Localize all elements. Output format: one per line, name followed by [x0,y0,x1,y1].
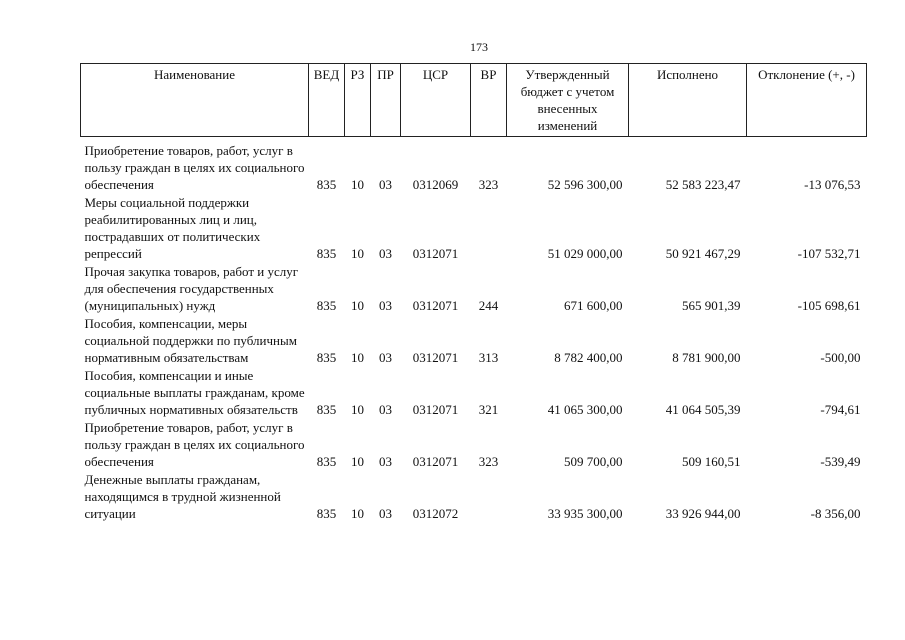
row-deviation: -105 698,61 [797,298,861,313]
row-vr: 244 [478,298,499,313]
row-ved: 835 [316,506,337,521]
table-body [81,137,867,524]
row-approved: 8 782 400,00 [554,350,623,365]
row-rz: 10 [351,298,364,313]
row-ved: 835 [316,298,337,313]
column-header-approved: Утвержденный бюджет с учетом внесенных изменений [507,64,629,137]
column-header-deviation: Отклонение (+, -) [747,64,867,137]
row-deviation: -13 076,53 [804,177,861,192]
row-name: Денежные выплаты гражданам, находящимся в трудной жизненной ситуации [84,472,281,521]
row-name: Пособия, компенсации и иные социальные выплаты гражданам, кроме публичных нормативных обязательств [84,368,305,417]
table-row [81,137,867,195]
column-header-executed: Исполнено [629,64,747,137]
row-deviation: -794,61 [820,402,861,417]
row-csr: 0312072 [412,506,459,521]
row-approved: 52 596 300,00 [547,177,623,192]
row-name: Приобретение товаров, работ, услуг в пользу граждан в целях их социального обеспечения [84,143,305,192]
row-deviation: -8 356,00 [810,506,861,521]
column-header-vr: ВР [471,64,507,137]
row-pr: 03 [379,246,392,261]
row-name: Пособия, компенсации, меры социальной поддержки по публичным нормативным обязательствам [84,316,297,365]
row-executed: 50 921 467,29 [665,246,741,261]
row-ved: 835 [316,246,337,261]
header-row [81,64,867,137]
row-rz: 10 [351,454,364,469]
row-executed: 8 781 900,00 [672,350,741,365]
row-pr: 03 [379,454,392,469]
column-header-csr: ЦСР [401,64,471,137]
page-number: 173 [470,40,488,54]
table-header [81,64,867,137]
row-csr: 0312071 [412,246,459,261]
row-rz: 10 [351,350,364,365]
row-vr: 321 [478,402,499,417]
row-name: Приобретение товаров, работ, услуг в пользу граждан в целях их социального обеспечения [84,420,305,469]
row-pr: 03 [379,350,392,365]
row-approved: 51 029 000,00 [547,246,623,261]
row-rz: 10 [351,506,364,521]
row-executed: 509 160,51 [682,454,741,469]
row-approved: 671 600,00 [564,298,623,313]
row-csr: 0312071 [412,454,459,469]
row-vr [471,194,507,263]
row-executed: 52 583 223,47 [665,177,741,192]
row-vr: 313 [478,350,499,365]
row-rz: 10 [351,246,364,261]
row-ved: 835 [316,402,337,417]
row-csr: 0312071 [412,350,459,365]
column-header-rz: РЗ [345,64,371,137]
table-row [81,263,867,315]
column-header-name: Наименование [81,64,309,137]
row-ved: 835 [316,454,337,469]
row-csr: 0312069 [412,177,459,192]
row-vr: 323 [478,177,499,192]
row-ved: 835 [316,177,337,192]
row-approved: 509 700,00 [564,454,623,469]
row-deviation: -107 532,71 [797,246,861,261]
row-executed: 41 064 505,39 [665,402,741,417]
row-pr: 03 [379,298,392,313]
row-csr: 0312071 [412,402,459,417]
row-ved: 835 [316,350,337,365]
row-csr: 0312071 [412,298,459,313]
column-header-pr: ПР [371,64,401,137]
row-pr: 03 [379,402,392,417]
row-vr: 323 [478,454,499,469]
table-row [81,194,867,263]
row-rz: 10 [351,402,364,417]
row-approved: 41 065 300,00 [547,402,623,417]
table-row [81,419,867,471]
row-deviation: -539,49 [820,454,861,469]
row-name: Меры социальной поддержки реабилитированных лиц и лиц, пострадавших от политических репрессий [84,195,261,261]
row-vr [471,471,507,523]
column-header-ved: ВЕД [309,64,345,137]
row-rz: 10 [351,177,364,192]
row-approved: 33 935 300,00 [547,506,623,521]
row-executed: 33 926 944,00 [665,506,741,521]
row-pr: 03 [379,506,392,521]
row-pr: 03 [379,177,392,192]
table-row [81,367,867,419]
row-name: Прочая закупка товаров, работ и услуг для обеспечения государственных (муниципальных) нужд [84,264,299,313]
table-row [81,471,867,523]
row-deviation: -500,00 [820,350,861,365]
budget-table [80,63,867,523]
row-executed: 565 901,39 [682,298,741,313]
table-row [81,315,867,367]
